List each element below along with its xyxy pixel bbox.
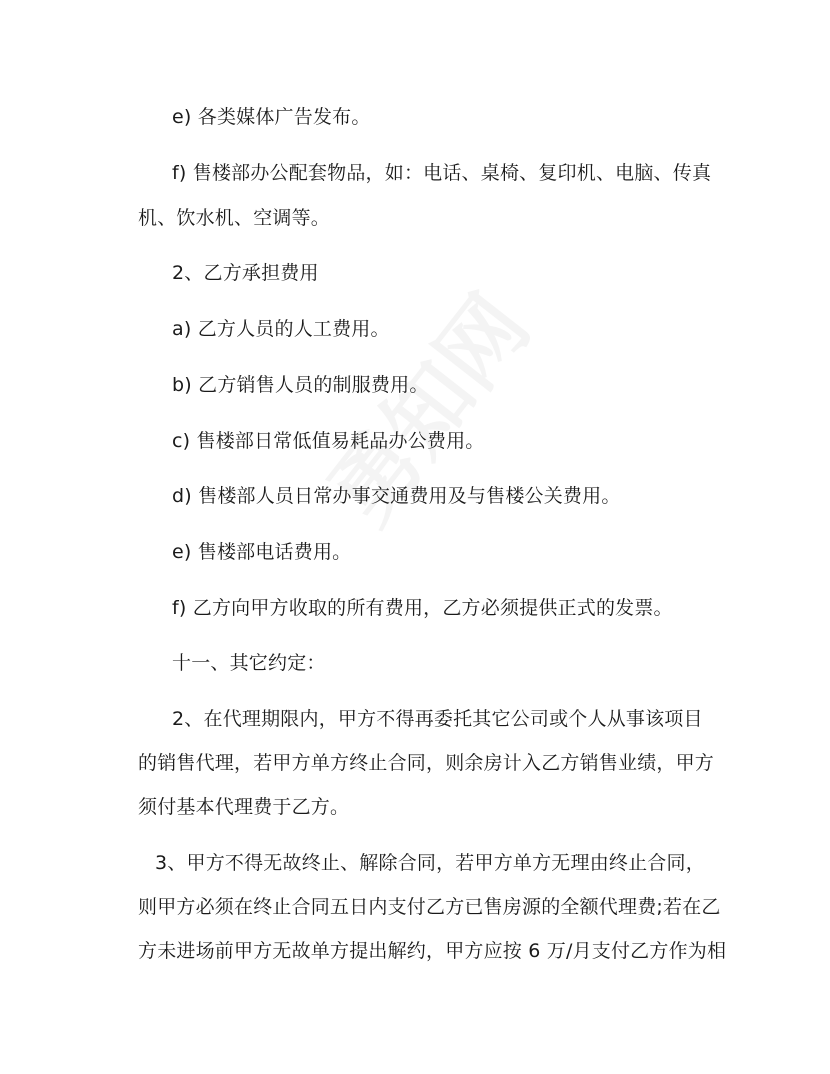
text-line: f) 售楼部办公配套物品，如：电话、桌椅、复印机、电脑、传真 bbox=[172, 162, 712, 184]
text-line: b) 乙方销售人员的制服费用。 bbox=[172, 374, 429, 396]
text-line: 方未进场前甲方无故单方提出解约，甲方应按 6 万/月支付乙方作为相 bbox=[138, 940, 727, 962]
text-line: 2、在代理期限内，甲方不得再委托其它公司或个人从事该项目 bbox=[172, 708, 703, 730]
text-line: e) 售楼部电话费用。 bbox=[172, 541, 352, 563]
text-line: c) 售楼部日常低值易耗品办公费用。 bbox=[172, 430, 485, 452]
text-line: a) 乙方人员的人工费用。 bbox=[172, 318, 390, 340]
text-line: 的销售代理，若甲方单方终止合同，则余房计入乙方销售业绩，甲方 bbox=[138, 752, 715, 774]
section-heading: 2、乙方承担费用 bbox=[172, 262, 319, 284]
text-line: 须付基本代理费于乙方。 bbox=[138, 796, 350, 818]
section-heading: 十一、其它约定： bbox=[172, 652, 326, 674]
text-line: e) 各类媒体广告发布。 bbox=[172, 106, 371, 128]
text-line: f) 乙方向甲方收取的所有费用，乙方必须提供正式的发票。 bbox=[172, 597, 673, 619]
text-line: 3、甲方不得无故终止、解除合同，若甲方单方无理由终止合同， bbox=[155, 852, 705, 874]
text-line: d) 售楼部人员日常办事交通费用及与售楼公关费用。 bbox=[172, 485, 621, 507]
text-line: 则甲方必须在终止合同五日内支付乙方已售房源的全额代理费;若在乙 bbox=[138, 896, 721, 918]
text-line: 机、饮水机、空调等。 bbox=[138, 207, 331, 229]
